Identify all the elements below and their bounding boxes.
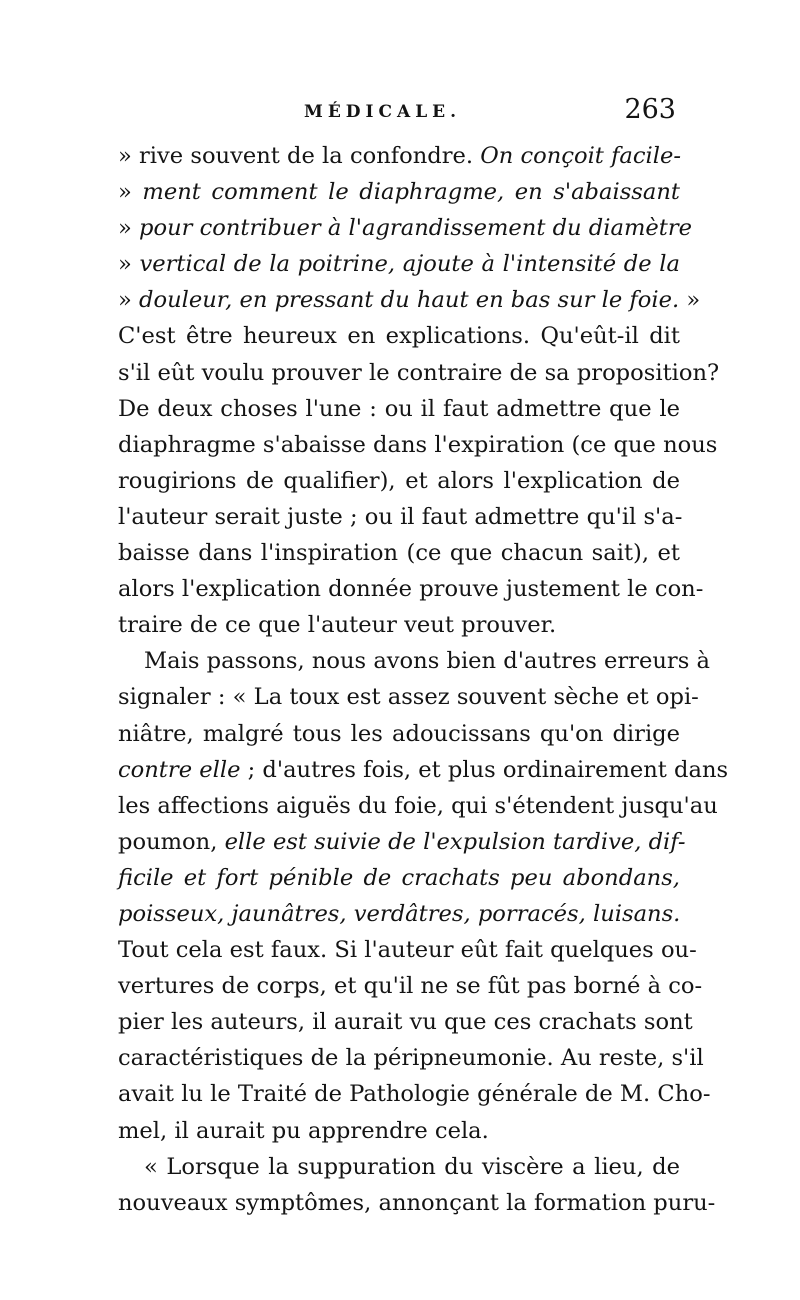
text-line <box>118 896 680 932</box>
text-segment: Mais passons, nous avons bien d'autres erreurs à <box>144 648 710 675</box>
text-line <box>118 716 680 752</box>
text-segment: » rive souvent de la confondre. <box>118 143 481 169</box>
text-line <box>118 1004 693 1040</box>
text-segment: « Lorsque la suppuration du viscère a lieu, de <box>144 1153 680 1180</box>
text-line <box>118 355 720 391</box>
text-segment: Tout cela est faux. Si l'auteur eût fait quelques ou- <box>118 937 697 964</box>
italic-text-segment: contre elle <box>118 756 241 783</box>
text-segment: alors l'explication donnée prouve justement le con- <box>118 576 704 603</box>
text-segment: rougirions de qualifier), et alors l'explication de <box>118 467 680 494</box>
text-segment: » <box>118 179 143 206</box>
text-line <box>118 968 703 1004</box>
running-title: MÉDICALE. <box>304 102 462 122</box>
text-line <box>118 824 686 860</box>
text-line <box>118 499 683 535</box>
text-line <box>118 174 680 210</box>
text-segment: poumon, <box>118 828 225 855</box>
text-line <box>118 1076 711 1112</box>
italic-text-segment: poisseux, jaunâtres, verdâtres, porracés, luisans. <box>118 900 681 927</box>
text-segment: diaphragme s'abaisse dans l'expiration (ce que nous <box>118 431 718 458</box>
text-line <box>118 246 680 282</box>
text-line <box>118 643 710 679</box>
page-number: 263 <box>624 94 676 125</box>
text-line <box>118 1185 716 1221</box>
text-segment: C'est être heureux en explications. Qu'eût-il dit <box>118 323 680 350</box>
text-segment: caractéristiques de la péripneumonie. Au reste, s'il <box>118 1045 704 1072</box>
body-text <box>118 138 729 1221</box>
italic-text-segment: ficile et fort pénible de crachats peu abondans, <box>118 864 680 891</box>
text-line <box>118 752 729 788</box>
text-line <box>118 932 697 968</box>
italic-text-segment: ment comment le diaphragme, en s'abaissant <box>142 179 680 206</box>
text-line <box>118 571 704 607</box>
italic-text-segment: elle est suivie de l'expulsion tardive, dif- <box>224 828 686 855</box>
text-line <box>118 391 680 427</box>
italic-text-segment: pour contribuer à l'agrandissement du diamètre <box>139 215 692 242</box>
text-line <box>118 210 692 246</box>
text-segment: nouveaux symptômes, annonçant la formation puru- <box>118 1189 716 1216</box>
text-segment: mel, il aurait pu apprendre cela. <box>118 1117 489 1144</box>
text-segment: » <box>118 215 140 242</box>
text-segment: vertures de corps, et qu'il ne se fût pas borné à co- <box>118 973 703 1000</box>
italic-text-segment: douleur, en pressant du haut en bas sur le foie. <box>139 287 680 314</box>
text-line <box>118 427 718 463</box>
text-line <box>118 463 680 499</box>
text-segment: s'il eût voulu prouver le contraire de sa proposition? <box>118 359 720 386</box>
italic-text-segment: vertical de la poitrine, ajoute à l'intensité de la <box>139 251 680 278</box>
text-line <box>118 607 680 643</box>
text-line <box>118 138 680 174</box>
text-segment: ; d'autres fois, et plus ordinairement dans <box>240 756 729 783</box>
running-header <box>118 94 678 134</box>
text-segment: traire de ce que l'auteur veut prouver. <box>118 612 557 639</box>
text-segment: » <box>679 287 701 314</box>
text-line <box>118 318 680 354</box>
text-segment: De deux choses l'une : ou il faut admettre que le <box>118 395 680 422</box>
text-segment: niâtre, malgré tous les adoucissans qu'on dirige <box>118 720 680 747</box>
text-line <box>118 1149 680 1185</box>
text-line <box>118 679 699 715</box>
text-line <box>118 1113 680 1149</box>
text-segment: l'auteur serait juste ; ou il faut admettre qu'il s'a- <box>118 503 683 530</box>
text-line <box>118 282 701 318</box>
text-line <box>118 1040 704 1076</box>
text-segment: signaler : « La toux est assez souvent sèche et opi- <box>118 684 699 711</box>
text-segment: les affections aiguës du foie, qui s'étendent jusqu'au <box>118 792 718 819</box>
text-line <box>118 788 718 824</box>
text-segment: pier les auteurs, il aurait vu que ces crachats sont <box>118 1009 693 1036</box>
text-segment: avait lu le Traité de Pathologie générale de M. Cho- <box>118 1081 711 1108</box>
italic-text-segment: On conçoit facile- <box>480 143 682 169</box>
text-line <box>118 860 680 896</box>
text-line <box>118 535 680 571</box>
text-segment: » <box>118 251 140 278</box>
text-segment: » <box>118 287 140 314</box>
text-segment: baisse dans l'inspiration (ce que chacun sait), et <box>118 540 680 567</box>
